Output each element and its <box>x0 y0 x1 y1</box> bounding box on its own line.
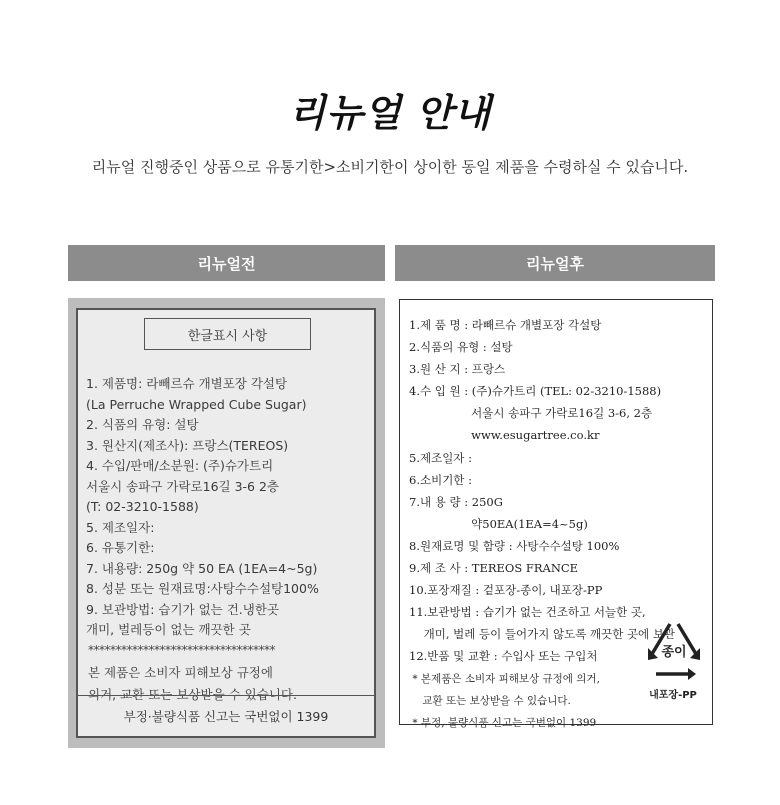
before-line: 8. 성분 또는 원재료명:사탕수수설탕100% <box>86 581 319 596</box>
recycle-triangle-icon <box>644 618 704 688</box>
after-line: 4.수 입 원 : (주)슈가트리 (TEL: 02-3210-1588) <box>409 384 662 399</box>
after-line: 약50EA(1EA=4~5g) <box>409 516 588 531</box>
before-line: (La Perruche Wrapped Cube Sugar) <box>86 396 307 412</box>
before-line: 개미, 벌레등이 없는 깨끗한 곳 <box>86 622 251 637</box>
page-title: 리뉴얼 안내 <box>288 91 492 135</box>
after-line: 5.제조일자 : <box>409 450 472 465</box>
before-line: 9. 보관방법: 습기가 없는 건.냉한곳 <box>86 601 279 617</box>
after-line: 12.반품 및 교환 : 수입사 또는 구입처 <box>409 649 598 664</box>
after-line: * 본제품은 소비자 피해보상 규정에 의거, <box>409 672 600 685</box>
before-line: 서울시 송파구 가락로16길 3-6 2층 <box>86 478 279 494</box>
before-line: 7. 내용량: 250g 약 50 EA (1EA=4~5g) <box>86 560 318 576</box>
after-line: 10.포장재질 : 겉포장-종이, 내포장-PP <box>409 583 603 598</box>
page-subtitle: 리뉴얼 진행중인 상품으로 유통기한>소비기한이 상이한 동일 제품을 수령하실 수 있습니다. <box>91 158 689 176</box>
before-warning-line: 의거, 교환 또는 보상받을 수 있습니다. <box>88 687 297 702</box>
after-label <box>399 299 713 729</box>
recycle-mark-text: 종이 <box>661 645 687 660</box>
before-line: (T: 02-3210-1588) <box>86 499 199 514</box>
after-line: 11.보관방법 : 습기가 없는 건조하고 서늘한 곳, <box>409 605 646 620</box>
after-line: * 부정, 불량식품 신고는 국번없이 1399 <box>409 716 597 729</box>
after-line: 6.소비기한 : <box>409 472 472 487</box>
before-line: 1. 제품명: 라빼르슈 개별포장 각설탕 <box>86 376 288 391</box>
after-line: 8.원재료명 및 함량 : 사탕수수설탕 100% <box>409 538 620 553</box>
after-line: 1.제 품 명 : 라빼르슈 개별포장 각설탕 <box>409 318 602 332</box>
after-line: 9.제 조 사 : TEREOS FRANCE <box>409 561 579 576</box>
before-line: 2. 식품의 유형: 설탕 <box>86 417 199 432</box>
before-line: 4. 수입/판매/소분원: (주)슈가트리 <box>86 458 274 473</box>
before-line: 5. 제조일자: <box>86 519 155 535</box>
before-warning-line: 본 제품은 소비자 피해보상 규정에 <box>88 665 273 680</box>
after-tab: 리뉴얼후 <box>395 245 715 281</box>
before-line: 6. 유통기한: <box>86 540 155 555</box>
before-label-card <box>76 308 376 738</box>
after-line: 2.식품의 유형 : 설탕 <box>409 340 513 355</box>
recycle-label: 내포장-PP <box>649 690 697 701</box>
after-line: 개미, 벌레 등이 들어가지 않도록 깨끗한 곳에 보관 <box>409 627 676 642</box>
after-line: 서울시 송파구 가락로16길 3-6, 2층 <box>409 406 653 421</box>
before-label-photo <box>68 298 385 748</box>
after-line: 7.내 용 량 : 250G <box>409 494 503 509</box>
before-tab: 리뉴얼전 <box>68 245 385 281</box>
after-line: www.esugartree.co.kr <box>409 428 600 443</box>
before-label-footer: 부정·불량식품 신고는 국번없이 1399 <box>78 695 374 736</box>
before-label-lines <box>86 374 376 641</box>
after-line: 교환 또는 보상받을 수 있습니다. <box>409 694 571 707</box>
before-label-heading: 한글표시 사항 <box>144 318 311 350</box>
after-line: 3.원 산 지 : 프랑스 <box>409 362 506 377</box>
before-stars-divider: ********************************** <box>88 643 275 657</box>
before-line: 3. 원산지(제조사): 프랑스(TEREOS) <box>86 437 289 453</box>
